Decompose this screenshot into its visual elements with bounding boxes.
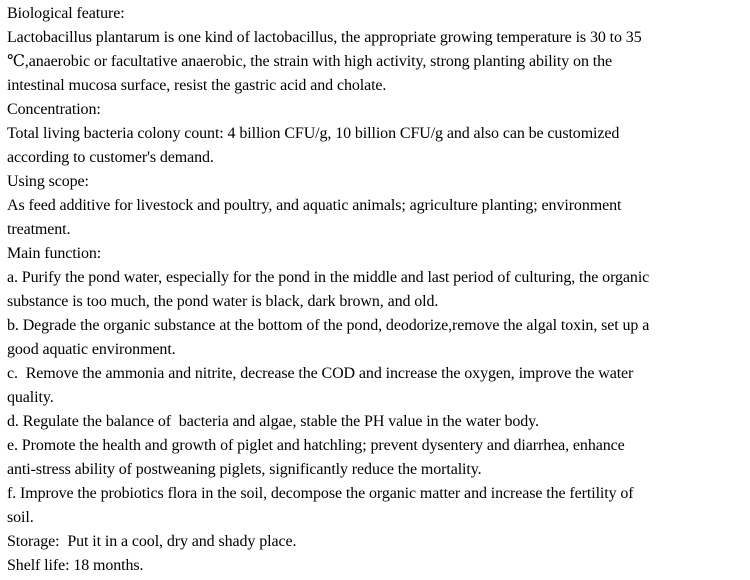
text-line: Concentration: (7, 101, 101, 118)
text-line: Biological feature: (7, 5, 125, 22)
text-line: substance is too much, the pond water is black, dark brown, and old. (7, 293, 439, 310)
text-line: quality. (7, 389, 54, 406)
section-shelf-life (7, 554, 746, 578)
text-line: Shelf life: 18 months. (7, 557, 144, 574)
section-biological-feature (7, 2, 746, 98)
text-line: Using scope: (7, 173, 89, 190)
section-main-function (7, 242, 746, 530)
text-line: a. Purify the pond water, especially for the pond in the middle and last period of culturing, the organic (7, 269, 650, 286)
text-line: Lactobacillus plantarum is one kind of lactobacillus, the appropriate growing temperature is 30 to 35 (7, 29, 642, 46)
text-line: treatment. (7, 221, 71, 238)
text-line: Storage: Put it in a cool, dry and shady place. (7, 533, 297, 550)
text-line: f. Improve the probiotics flora in the soil, decompose the organic matter and increase the fertility of (7, 485, 634, 502)
text-line: e. Promote the health and growth of piglet and hatchling; prevent dysentery and diarrhea, enhance (7, 437, 625, 454)
text-line: according to customer's demand. (7, 149, 214, 166)
section-storage (7, 530, 746, 554)
text-line: d. Regulate the balance of bacteria and algae, stable the PH value in the water body. (7, 413, 539, 430)
text-line: intestinal mucosa surface, resist the gastric acid and cholate. (7, 77, 387, 94)
text-line: Main function: (7, 245, 102, 262)
section-using-scope (7, 170, 746, 242)
text-line: As feed additive for livestock and poultry, and aquatic animals; agriculture planting; environment (7, 197, 622, 214)
text-line: anti-stress ability of postweaning piglets, significantly reduce the mortality. (7, 461, 482, 478)
text-line: good aquatic environment. (7, 341, 176, 358)
text-line: Total living bacteria colony count: 4 billion CFU/g, 10 billion CFU/g and also can be customized (7, 125, 620, 142)
text-line: b. Degrade the organic substance at the bottom of the pond, deodorize,remove the algal toxin, set up a (7, 317, 650, 334)
section-concentration (7, 98, 746, 170)
text-line: c. Remove the ammonia and nitrite, decrease the COD and increase the oxygen, improve the water (7, 365, 634, 382)
text-line: soil. (7, 509, 34, 526)
text-line: ℃,anaerobic or facultative anaerobic, the strain with high activity, strong planting ability on the (7, 53, 612, 70)
